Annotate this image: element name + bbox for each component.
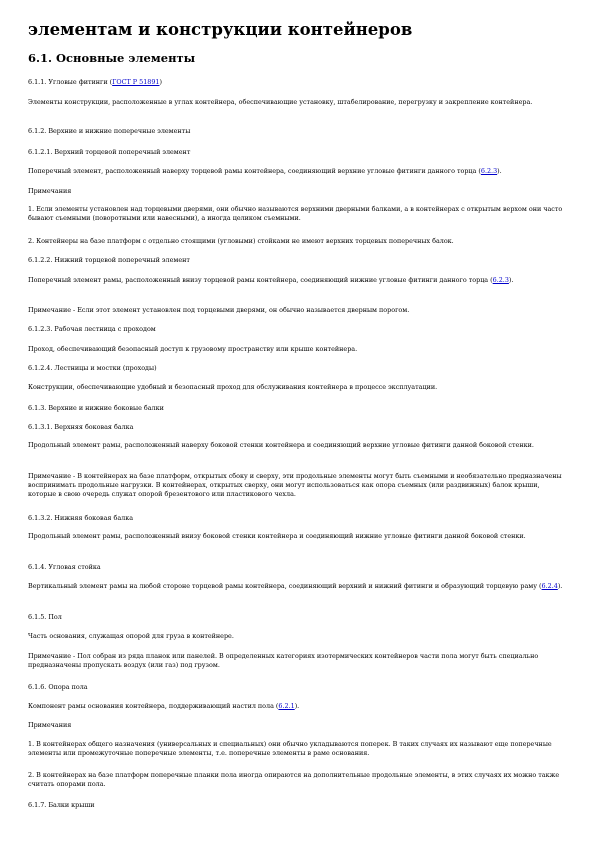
clause-heading: 6.1.4. Угловая стойка: [28, 563, 101, 571]
clause-heading: 6.1.2.1. Верхний торцевой поперечный элемент: [28, 148, 191, 156]
clause-heading: 6.1.2.2. Нижний торцевой поперечный элемент: [28, 256, 190, 264]
gost-link[interactable]: ГОСТ Р 51891: [112, 78, 160, 86]
paragraph: [28, 167, 568, 176]
paragraph: Конструкции, обеспечивающие удобный и безопасный проход для обслуживания контейнера в процессе эксплуатации.: [28, 383, 438, 391]
paragraph-text: Поперечный элемент, расположенный наверху торцевой рамы контейнера, соединяющий верхние угловые фитинги данного торца (: [28, 167, 481, 175]
ref-link-6-2-4[interactable]: 6.2.4: [541, 582, 558, 590]
section-heading: 6.1. Основные элементы: [28, 51, 196, 65]
note: Примечание - Пол собран из ряда планок или панелей. В определенных категориях изотермических контейнеров части пола могут быть специально предназначены пропускать воздух (или газ) под грузом.: [28, 652, 539, 669]
paragraph-text: Компонент рамы основания контейнера, поддерживающий настил пола (: [28, 702, 279, 710]
paragraph: Продольный элемент рамы, расположенный наверху боковой стенки контейнера и соединяющий верхние угловые фитинги данной боковой стенки.: [28, 441, 534, 449]
paragraph-text-tail: ).: [508, 276, 514, 284]
paragraph-text: Вертикальный элемент рамы на любой стороне торцевой рамы контейнера, соединяющий верхний и нижний фитинги и образующий торцевую раму (: [28, 582, 542, 590]
notes-heading: Примечания: [28, 187, 72, 195]
note-item: 1. В контейнерах общего назначения (универсальных и специальных) они обычно укладываются поперек. В таких случаях их называют еще поперечные элементы или промежуточные поперечные элементы, т.е. поперечные элементы в раме основания.: [28, 740, 552, 757]
paragraph: [28, 276, 568, 285]
clause-6-1-1: [28, 78, 568, 87]
clause-heading: 6.1.7. Балки крыши: [28, 801, 95, 809]
ref-link-6-2-1[interactable]: 6.2.1: [278, 702, 295, 710]
clause-text: 6.1.1. Угловые фитинги (: [28, 78, 113, 86]
paragraph-text-tail: ).: [294, 702, 300, 710]
paragraph-text: Поперечный элемент рамы, расположенный внизу торцевой рамы контейнера, соединяющий нижние угловые фитинги данного торца (: [28, 276, 493, 284]
paragraph: Часть основания, служащая опорой для груза в контейнере.: [28, 632, 234, 640]
paragraph: Продольный элемент рамы, расположенный внизу боковой стенки контейнера и соединяющий нижние угловые фитинги данной боковой стенки.: [28, 532, 526, 540]
note-item: 1. Если элементы установлен над торцевыми дверями, они обычно называются верхними дверными балками, а в контейнерах с открытым верхом они часто бывают съемными (поворотными или навесными), а иногда целиком съемными.: [28, 205, 563, 222]
clause-heading: 6.1.3.2. Нижняя боковая балка: [28, 514, 134, 522]
clause-heading: 6.1.2.3. Рабочая лестница с проходом: [28, 325, 156, 333]
clause-heading: 6.1.2. Верхние и нижние поперечные элементы: [28, 127, 191, 135]
paragraph: [28, 582, 568, 591]
paragraph-text-tail: ).: [557, 582, 563, 590]
paragraph-text-tail: ).: [497, 167, 502, 175]
page-title: элементам и конструкции контейнеров: [28, 20, 413, 39]
ref-link-6-2-3[interactable]: 6.2.3: [492, 276, 509, 284]
clause-heading: 6.1.3. Верхние и нижние боковые балки: [28, 404, 164, 412]
note-item: 2. В контейнерах на базе платформ поперечные планки пола иногда опираются на дополнительные продольные элементы, в этих случаях их можно также считать опорами пола.: [28, 771, 560, 788]
note: Примечание - В контейнерах на базе платформ, открытых сбоку и сверху, эти продольные элементы могут быть съемными и необязательно предназначены воспринимать продольные нагрузки. В контейнерах, открытых сверху, они могут использоваться как опора съемных (или раздвижных) балок крыши, которые в свою очередь служат опорой брезентового или пластикового чехла.: [28, 472, 562, 498]
clause-heading: 6.1.5. Пол: [28, 613, 62, 621]
paragraph: [28, 702, 568, 711]
paragraph: Проход, обеспечивающий безопасный доступ к грузовому пространству или крыше контейнера.: [28, 345, 358, 353]
ref-link-6-2-3[interactable]: 6.2.3: [480, 167, 498, 175]
clause-heading: 6.1.3.1. Верхняя боковая балка: [28, 423, 134, 431]
notes-heading: Примечания: [28, 721, 72, 729]
paragraph: Элементы конструкции, расположенные в углах контейнера, обеспечивающие установку, штабелирование, перегрузку и закрепление контейнера.: [28, 98, 533, 106]
clause-heading: 6.1.6. Опора пола: [28, 683, 88, 691]
clause-text-tail: ): [159, 78, 162, 86]
note-item: 2. Контейнеры на базе платформ с отдельно стоящими (угловыми) стойками не имеют верхних торцевых поперечных балок.: [28, 237, 454, 245]
clause-heading: 6.1.2.4. Лестницы и мостки (проходы): [28, 364, 157, 372]
note: Примечание - Если этот элемент установлен под торцевыми дверями, он обычно называется дверным порогом.: [28, 306, 410, 314]
